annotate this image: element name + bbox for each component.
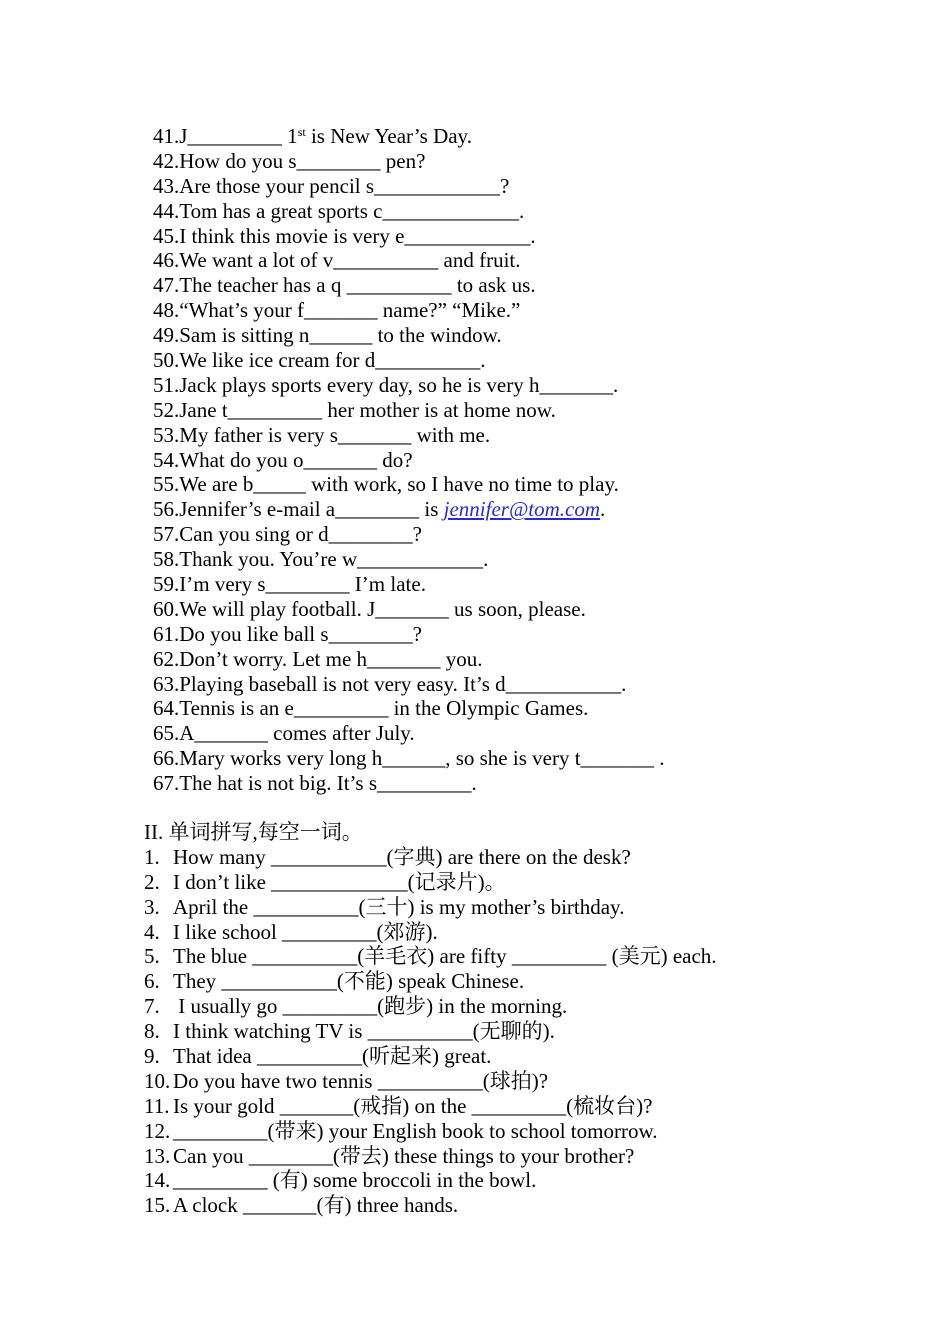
item-number: 14. xyxy=(144,1168,171,1193)
item-number: 8. xyxy=(144,1019,160,1044)
question-49: 49.Sam is sitting n______ to the window. xyxy=(153,323,502,348)
question-58: 58.Thank you. You’re w____________. xyxy=(153,547,489,572)
item-text: I like school _________(郊游). xyxy=(173,919,438,944)
item-text: That idea __________(听起来) great. xyxy=(173,1044,492,1069)
spelling-item-6 xyxy=(144,969,924,994)
item-text: A clock _______(有) three hands. xyxy=(173,1193,459,1218)
spelling-item-2 xyxy=(144,870,924,895)
question-52: 52.Jane t_________ her mother is at home now. xyxy=(153,397,556,422)
item-text: Can you ________(带去) these things to your brother? xyxy=(173,1143,635,1168)
item-text: I don’t like _____________(记录片)。 xyxy=(173,869,506,894)
spelling-item-9 xyxy=(144,1044,924,1069)
question-46: 46.We want a lot of v__________ and fruit. xyxy=(153,248,521,273)
item-text: Is your gold _______(戒指) on the _________(梳妆台)? xyxy=(173,1093,653,1118)
question-text: . xyxy=(600,497,606,522)
spelling-item-13 xyxy=(144,1144,924,1169)
item-text: _________ (有) some broccoli in the bowl. xyxy=(173,1168,537,1193)
question-54: 54.What do you o_______ do? xyxy=(153,447,413,472)
spelling-item-4 xyxy=(144,920,924,945)
email-link[interactable]: jennifer@tom.com xyxy=(443,497,601,522)
item-number: 10. xyxy=(144,1068,171,1093)
question-61: 61.Do you like ball s________? xyxy=(153,621,422,646)
question-67: 67.The hat is not big. It’s s_________. xyxy=(153,771,477,796)
spelling-item-11 xyxy=(144,1094,924,1119)
ordinal-suffix: st xyxy=(297,125,306,139)
question-text: 56.Jennifer’s e-mail a________ is xyxy=(153,497,444,522)
spelling-item-14 xyxy=(144,1168,924,1193)
question-65: 65.A_______ comes after July. xyxy=(153,721,415,746)
question-51: 51.Jack plays sports every day, so he is very h_______. xyxy=(153,372,619,397)
question-text: is New Year’s Day. xyxy=(305,124,472,148)
question-43: 43.Are those your pencil s____________? xyxy=(153,173,510,198)
question-64: 64.Tennis is an e_________ in the Olympic Games. xyxy=(153,696,589,721)
item-text: They ___________(不能) speak Chinese. xyxy=(173,969,525,994)
item-number: 7. xyxy=(144,994,160,1019)
question-56 xyxy=(153,497,913,522)
item-number: 6. xyxy=(144,969,160,994)
item-text: April the __________(三十) is my mother’s birthday. xyxy=(173,894,625,919)
spelling-item-8 xyxy=(144,1019,924,1044)
item-number: 2. xyxy=(144,869,160,894)
spelling-item-10 xyxy=(144,1069,924,1094)
item-number: 13. xyxy=(144,1143,171,1168)
question-53: 53.My father is very s_______ with me. xyxy=(153,422,491,447)
item-text: I think watching TV is __________(无聊的). xyxy=(173,1019,555,1044)
spelling-item-5 xyxy=(144,944,924,969)
question-50: 50.We like ice cream for d__________. xyxy=(153,348,486,373)
item-number: 5. xyxy=(144,944,160,969)
section-heading: II. 单词拼写,每空一词。 xyxy=(144,820,363,844)
item-text: Do you have two tennis __________(球拍)? xyxy=(173,1068,549,1093)
spelling-item-12 xyxy=(144,1119,924,1144)
item-number: 4. xyxy=(144,919,160,944)
question-text: 41.J_________ 1 xyxy=(153,124,298,148)
item-number: 15. xyxy=(144,1193,171,1218)
item-number: 3. xyxy=(144,894,160,919)
spelling-item-1 xyxy=(144,845,924,870)
question-66: 66.Mary works very long h______, so she is very t_______ . xyxy=(153,746,665,771)
question-57: 57.Can you sing or d________? xyxy=(153,522,422,547)
fill-in-blank-section xyxy=(153,124,913,796)
item-number: 11. xyxy=(144,1093,170,1118)
spelling-item-15 xyxy=(144,1193,924,1218)
spelling-section xyxy=(144,820,924,1218)
question-48: 48.“What’s your f_______ name?” “Mike.” xyxy=(153,298,521,323)
question-42: 42.How do you s________ pen? xyxy=(153,148,426,173)
item-number: 1. xyxy=(144,844,160,869)
question-59: 59.I’m very s________ I’m late. xyxy=(153,572,426,597)
item-text: I usually go _________(跑步) in the morning. xyxy=(173,994,568,1019)
question-60: 60.We will play football. J_______ us soon, please. xyxy=(153,596,586,621)
question-55: 55.We are b_____ with work, so I have no time to play. xyxy=(153,472,619,497)
item-number: 12. xyxy=(144,1118,171,1143)
question-47: 47.The teacher has a q __________ to ask us. xyxy=(153,273,536,298)
spelling-item-7 xyxy=(144,994,924,1019)
question-45: 45.I think this movie is very e____________. xyxy=(153,223,536,248)
item-text: How many ___________(字典) are there on the desk? xyxy=(173,844,631,869)
item-number: 9. xyxy=(144,1044,160,1069)
question-62: 62.Don’t worry. Let me h_______ you. xyxy=(153,646,483,671)
question-41 xyxy=(153,124,913,149)
item-text: The blue __________(羊毛衣) are fifty _________ (美元) each. xyxy=(173,944,717,969)
question-44: 44.Tom has a great sports c_____________. xyxy=(153,198,525,223)
item-text: _________(带来) your English book to school tomorrow. xyxy=(173,1118,658,1143)
spelling-item-3 xyxy=(144,895,924,920)
question-63: 63.Playing baseball is not very easy. It’s d___________. xyxy=(153,671,627,696)
